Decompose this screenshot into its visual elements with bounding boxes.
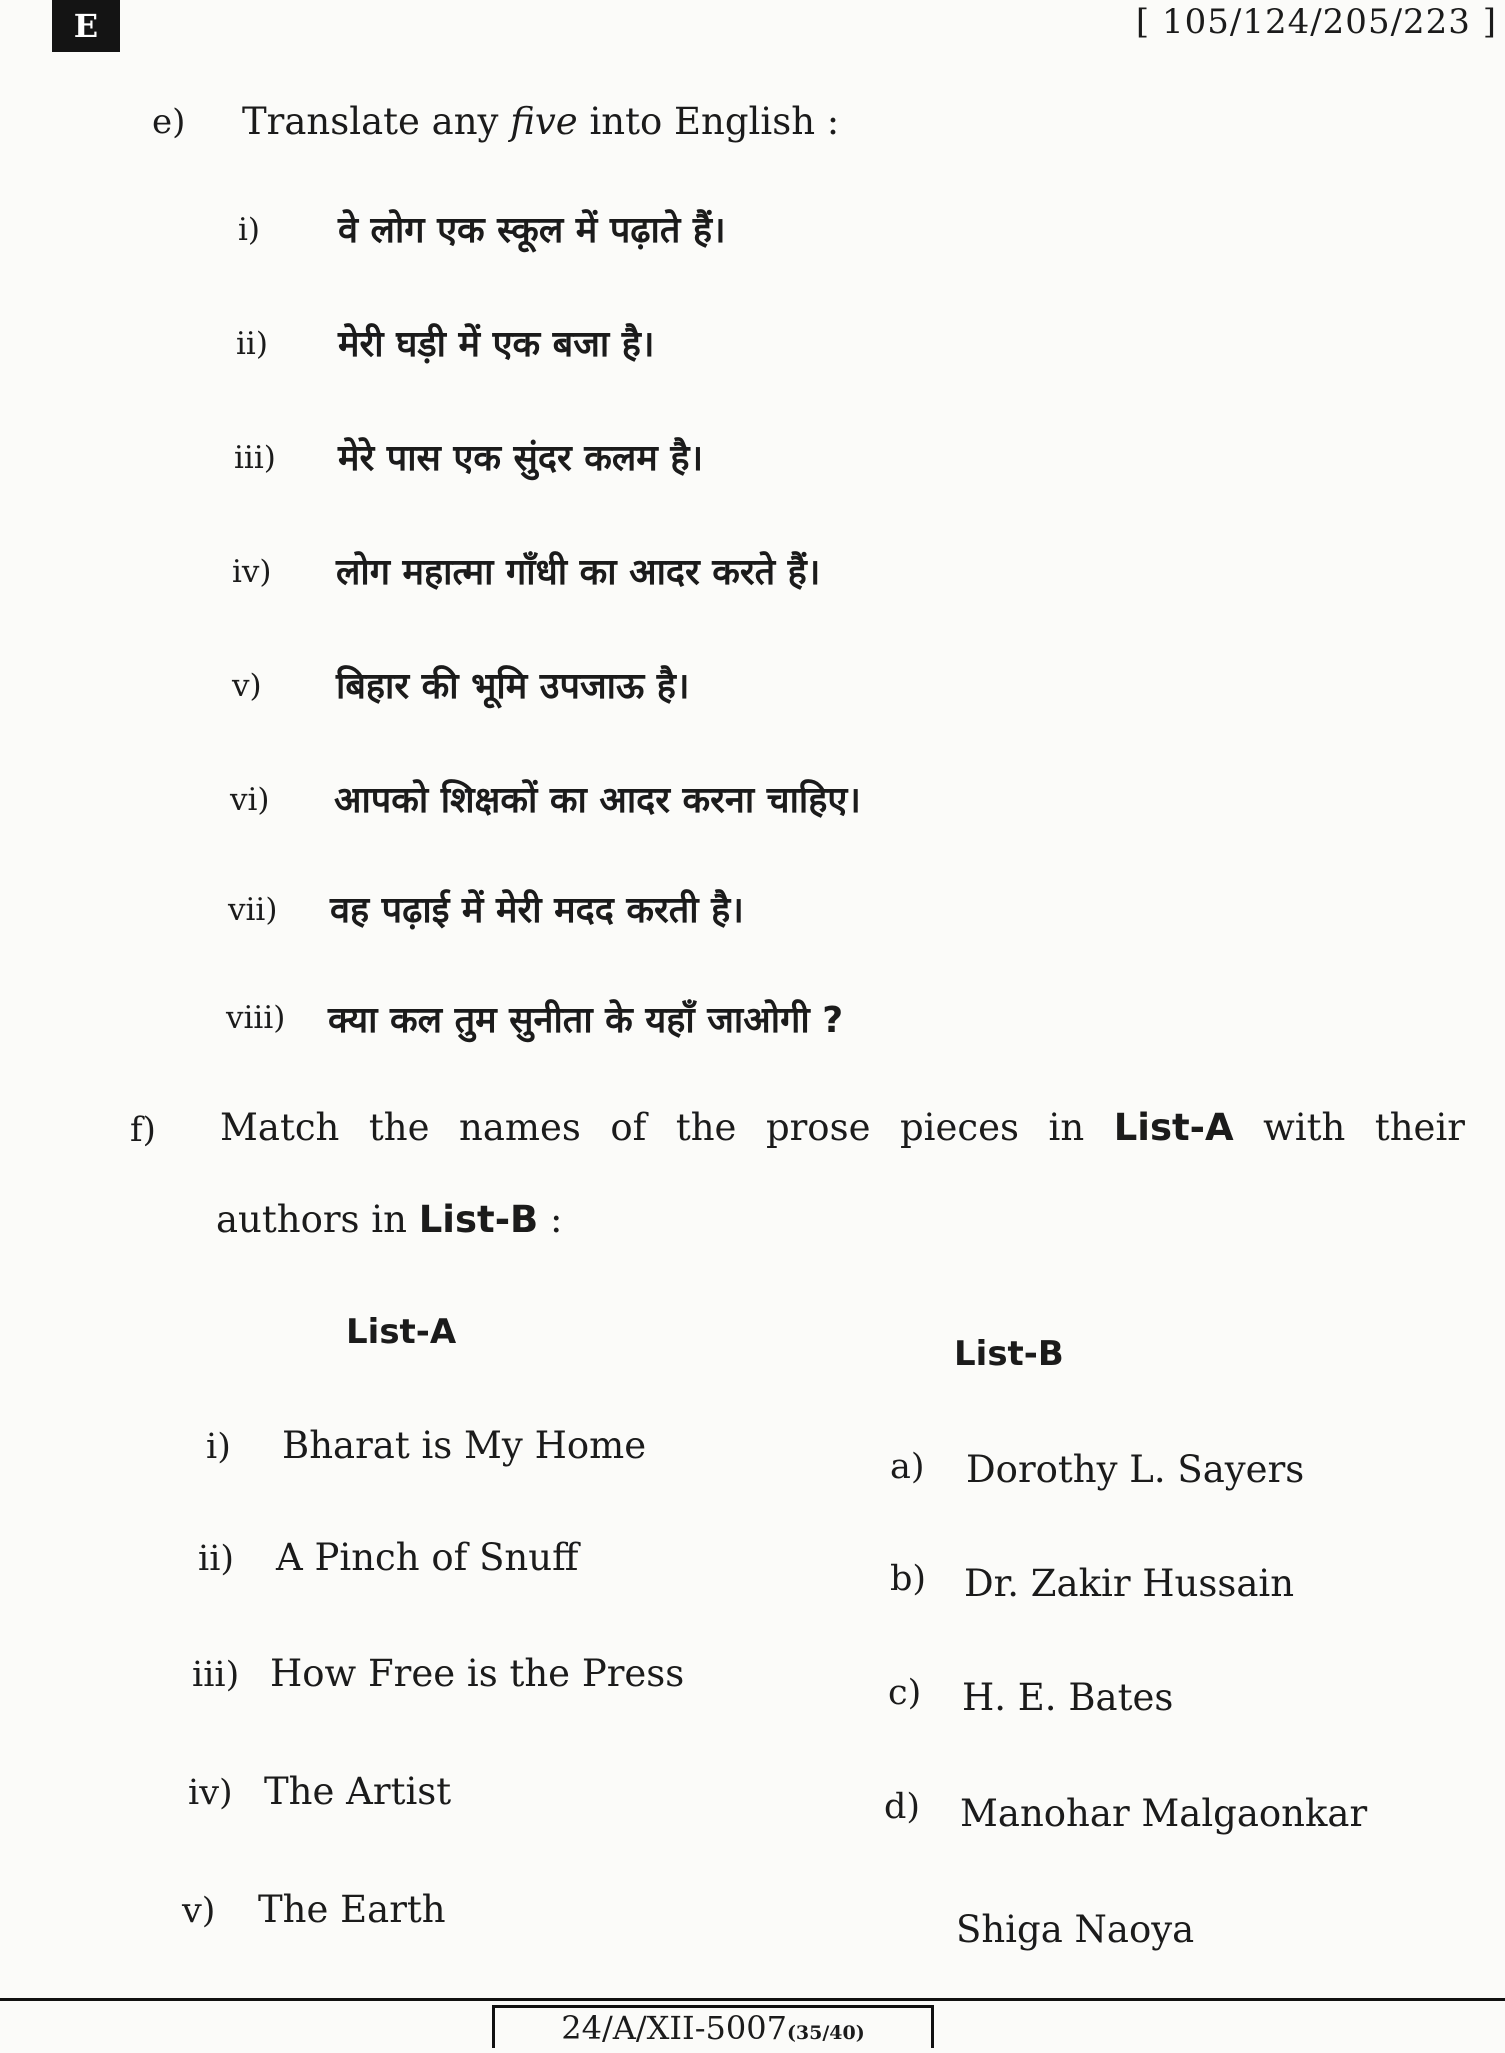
list-b-author: Dorothy L. Sayers	[966, 1448, 1305, 1491]
item-number: vii)	[228, 892, 278, 928]
list-b-item: a)	[890, 1447, 925, 1487]
list-b-item: d)	[884, 1787, 921, 1827]
list-a-item: iii)	[192, 1655, 240, 1695]
word: of	[610, 1106, 647, 1149]
question-f-line-2: authors in List-B :	[216, 1198, 563, 1241]
hindi-sentence: मेरी घड़ी में एक बजा है।	[338, 324, 655, 365]
list-a-heading: List-A	[346, 1312, 457, 1352]
list-a-item: iv)	[188, 1773, 233, 1813]
word: Match	[220, 1106, 340, 1149]
question-f-line-1	[220, 1106, 1465, 1149]
list-b-heading: List-B	[954, 1334, 1064, 1374]
hindi-sentence: वह पढ़ाई में मेरी मदद करती है।	[330, 890, 744, 931]
hindi-sentence: आपको शिक्षकों का आदर करना चाहिए।	[334, 780, 861, 821]
word: their	[1374, 1106, 1465, 1149]
word: pieces	[899, 1106, 1020, 1149]
hindi-sentence: मेरे पास एक सुंदर कलम है।	[338, 438, 704, 479]
section-badge: E	[52, 0, 120, 52]
question-f-label: f)	[130, 1110, 156, 1150]
word: in	[1048, 1106, 1085, 1149]
list-a-item: ii)	[198, 1539, 235, 1579]
word-list-a: List-A	[1113, 1106, 1234, 1149]
word: the	[675, 1106, 737, 1149]
item-number: ii)	[236, 326, 268, 362]
list-b-author: Dr. Zakir Hussain	[964, 1562, 1295, 1605]
paper-code: [ 105/124/205/223 ]	[1135, 2, 1497, 42]
footer-code: 24/A/XII-5007(35/40)	[492, 2005, 934, 2048]
item-number: iii)	[234, 440, 276, 476]
list-a-item: i)	[206, 1427, 231, 1467]
hindi-sentence: लोग महात्मा गाँधी का आदर करते हैं।	[336, 552, 821, 593]
list-a-title: Bharat is My Home	[282, 1424, 647, 1467]
item-number: viii)	[226, 1000, 286, 1036]
word: with	[1263, 1106, 1346, 1149]
item-number: v)	[232, 668, 262, 704]
list-a-title: The Artist	[264, 1770, 452, 1813]
hindi-sentence: क्या कल तुम सुनीता के यहाँ जाओगी ?	[328, 1000, 844, 1041]
list-b-author: Manohar Malgaonkar	[960, 1792, 1368, 1835]
hindi-sentence: बिहार की भूमि उपजाऊ है।	[336, 666, 690, 707]
item-number: iv)	[232, 554, 272, 590]
footer-rule	[0, 1998, 1505, 2001]
list-b-author: Shiga Naoya	[956, 1908, 1195, 1951]
list-b-item: c)	[888, 1673, 922, 1713]
list-a-item: v)	[182, 1891, 216, 1931]
question-e-label: e)	[152, 102, 186, 142]
list-a-title: A Pinch of Snuff	[276, 1536, 579, 1579]
word: prose	[765, 1106, 871, 1149]
list-a-title: How Free is the Press	[270, 1652, 685, 1695]
item-number: i)	[238, 212, 261, 248]
list-b-item: b)	[890, 1559, 927, 1599]
list-b-author: H. E. Bates	[962, 1676, 1174, 1719]
question-e-instruction: Translate any five into English :	[242, 100, 840, 143]
word: names	[458, 1106, 581, 1149]
item-number: vi)	[230, 782, 270, 818]
word: the	[368, 1106, 430, 1149]
hindi-sentence: वे लोग एक स्कूल में पढ़ाते हैं।	[338, 210, 726, 251]
list-a-title: The Earth	[258, 1888, 446, 1931]
